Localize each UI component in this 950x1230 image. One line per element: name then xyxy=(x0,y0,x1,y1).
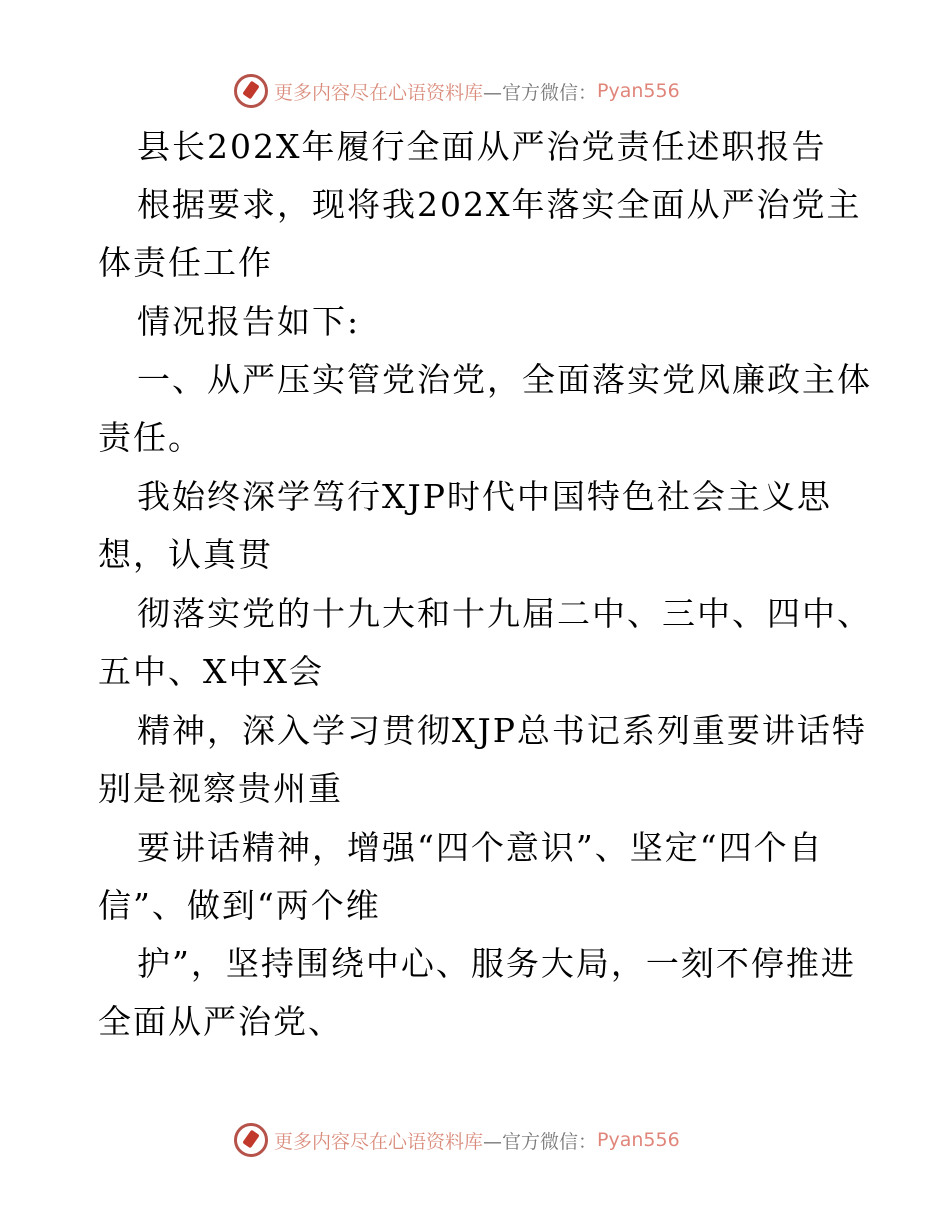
paragraph-line: 彻落实党的十九大和十九届二中、三中、四中、 xyxy=(137,594,872,633)
paragraph-line: 想，认真贯 xyxy=(98,535,273,574)
pen-logo-icon xyxy=(234,1123,268,1157)
paragraph-line: 别是视察贵州重 xyxy=(98,769,343,808)
paragraph-line: 情况报告如下: xyxy=(137,302,361,341)
paragraph-line: 五中、X中X会 xyxy=(98,652,324,691)
paragraph-line: 全面从严治党、 xyxy=(98,1002,343,1041)
header-watermark: 更多内容尽在心语资料库 —官方微信： Pyan556 xyxy=(234,71,680,111)
pen-logo-icon xyxy=(234,74,268,108)
footer-watermark: 更多内容尽在心语资料库 —官方微信： Pyan556 xyxy=(234,1120,680,1160)
paragraph-line: 根据要求，现将我202X年落实全面从严治党主 xyxy=(137,185,862,224)
paragraph-line: 要讲话精神，增强“四个意识”、坚定“四个自 xyxy=(137,828,824,867)
paragraph-line: 信”、做到“两个维 xyxy=(98,886,381,925)
paragraph-line: 护”，坚持围绕中心、服务大局，一刻不停推进 xyxy=(137,944,856,983)
paragraph-line: 精神，深入学习贯彻XJP总书记系列重要讲话特 xyxy=(137,711,867,750)
paragraph-line: 体责任工作 xyxy=(98,243,273,282)
section-heading: 责任。 xyxy=(98,418,203,457)
paragraph-line: 我始终深学笃行XJP时代中国特色社会主义思 xyxy=(137,477,832,516)
section-heading: 一、从严压实管党治党，全面落实党风廉政主体 xyxy=(137,360,872,399)
document-title: 县长202X年履行全面从严治党责任述职报告 xyxy=(137,127,827,166)
